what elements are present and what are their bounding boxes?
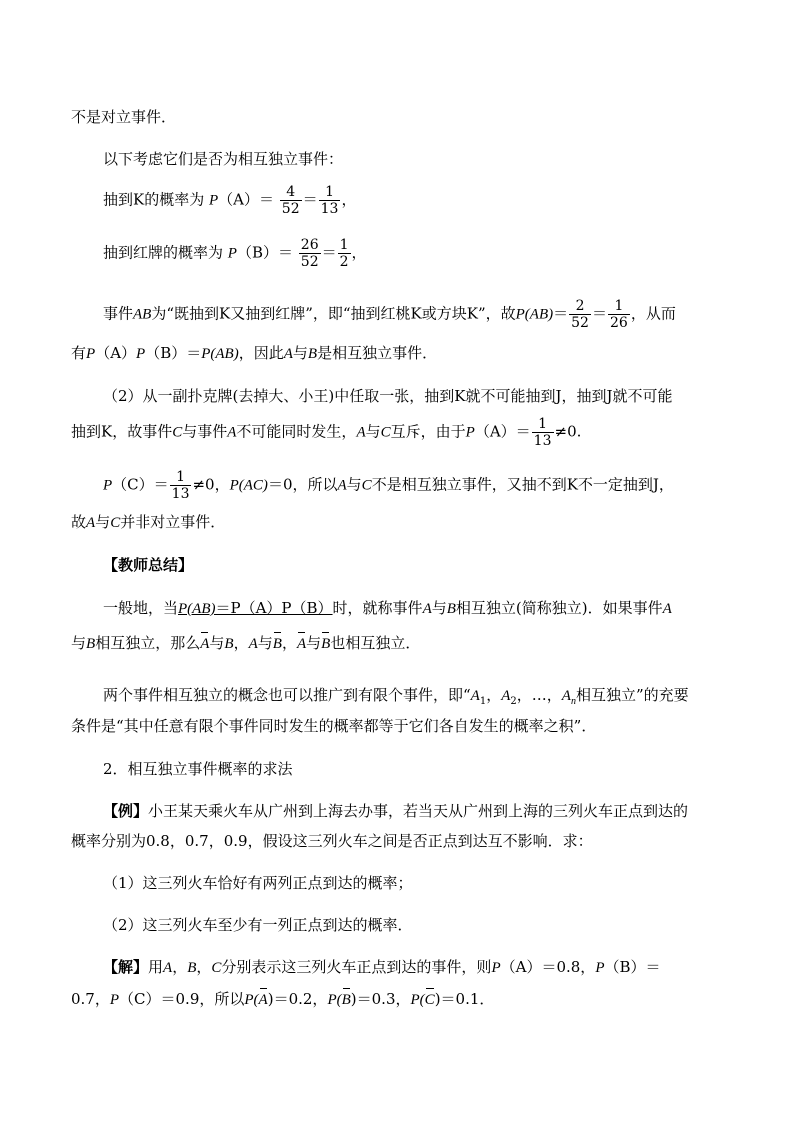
text: （B）＝	[604, 958, 661, 976]
text: 条件是“其中任意有限个事件同时发生的概率都等于它们各自发生的概率之积”．	[71, 717, 597, 735]
text-line	[103, 598, 672, 619]
text: )＝0.3，	[350, 990, 411, 1008]
subscript: 2	[510, 696, 517, 707]
text: 与	[257, 634, 273, 652]
text-line	[71, 107, 176, 127]
text-line	[71, 988, 494, 1010]
text: 抽到K的概率为	[103, 190, 205, 209]
text: （B）＝	[236, 243, 293, 262]
text: ，	[281, 634, 297, 652]
text: 互斥，由于	[390, 422, 466, 441]
fraction	[280, 184, 302, 217]
text-line	[103, 873, 413, 893]
math-var: P	[227, 245, 237, 262]
complement-a: A	[297, 632, 306, 654]
text: 故	[71, 513, 87, 531]
formula-line	[71, 416, 581, 449]
complement-a: A	[200, 632, 209, 654]
text: 一般地，当	[103, 599, 179, 617]
text: （A）＝	[474, 422, 531, 441]
math-var: C	[172, 424, 183, 441]
fraction	[338, 237, 351, 270]
text: （A）＝0.8，	[500, 958, 596, 976]
math-var: P	[109, 992, 120, 1008]
math-var: A	[470, 688, 480, 704]
text: ，因此	[238, 344, 284, 362]
text: 相互独立，那么	[95, 634, 201, 652]
math-var: A	[561, 688, 571, 704]
text: （C）＝0.9，所以	[119, 990, 245, 1008]
text: 有	[71, 344, 87, 362]
text-line	[103, 801, 688, 821]
text: ，	[341, 190, 357, 209]
denominator: 13	[533, 433, 552, 449]
complement-b: B	[342, 988, 351, 1010]
text: （1）这三列火车恰好有两列正点到达的概率；	[103, 874, 413, 892]
math-var: A	[356, 424, 366, 441]
math-var: P	[465, 424, 475, 441]
section-heading	[103, 759, 293, 779]
text: 0.7，	[71, 990, 110, 1008]
fraction	[608, 298, 630, 331]
math-var: P(	[410, 992, 425, 1008]
text: 是相互独立事件．	[317, 344, 438, 362]
text: 与事件	[182, 422, 228, 441]
math-var: A	[662, 601, 672, 617]
text-line	[71, 632, 420, 654]
numerator: 2	[575, 298, 585, 314]
math-var: A	[86, 515, 96, 531]
math-var: AB	[133, 306, 152, 323]
text: 以下考虑它们是否为相互独立事件：	[103, 150, 344, 168]
text-line	[103, 957, 661, 978]
math-var: B	[86, 636, 96, 652]
text: 相互独立(简称独立)．如果事件	[455, 599, 663, 617]
math-var: A	[163, 960, 173, 976]
text: 时，就称事件	[332, 599, 423, 617]
formula-line	[103, 237, 367, 270]
numerator: 1	[614, 298, 624, 314]
numerator: 1	[176, 469, 186, 485]
fraction	[532, 416, 554, 449]
text: ＝	[553, 304, 569, 323]
text-line	[71, 831, 593, 851]
underlined-condition	[178, 599, 333, 617]
text-line	[71, 716, 596, 736]
numerator: 26	[300, 237, 319, 253]
text: 与	[95, 513, 111, 531]
math-var: P	[86, 346, 96, 362]
solution-tag: 【解】	[103, 958, 149, 976]
text: 与	[306, 634, 322, 652]
math-var: P	[103, 477, 113, 494]
text: )＝0.2，	[267, 990, 328, 1008]
numerator: 1	[339, 237, 349, 253]
text: （C）＝	[112, 475, 169, 494]
text: 并非对立事件．	[120, 513, 226, 531]
complement-b: B	[273, 632, 282, 654]
formula-line	[103, 469, 674, 502]
numerator: 1	[325, 184, 335, 200]
math-var: P(	[244, 992, 259, 1008]
text: ＝	[321, 243, 337, 262]
text: 不可能同时发生，	[236, 422, 357, 441]
text: 与	[431, 599, 447, 617]
text: 小王某天乘火车从广州到上海去办事，若当天从广州到上海的三列火车正点到达的	[148, 802, 689, 820]
math-var: P(AB)	[178, 601, 216, 617]
denominator: 26	[609, 315, 628, 331]
math-var: C	[380, 424, 391, 441]
text: ≠0，	[192, 475, 230, 494]
numerator: 1	[538, 416, 548, 432]
text: 2．相互独立事件概率的求法	[103, 760, 293, 778]
text: ≠0.	[554, 422, 582, 441]
text: （A）＝	[218, 190, 275, 209]
math-var: C	[361, 477, 372, 494]
text: ，	[172, 958, 188, 976]
subscript: n	[570, 696, 576, 707]
fraction	[569, 298, 591, 331]
text-line	[71, 343, 437, 364]
section-heading	[103, 555, 193, 575]
text: 相互独立”的充要	[575, 686, 689, 704]
formula-line	[103, 298, 676, 331]
math-var: B	[307, 346, 318, 362]
subscript: 1	[479, 696, 487, 707]
text: ＝	[591, 304, 607, 323]
math-var: P(	[327, 992, 342, 1008]
text: 不是相互独立事件，又抽不到K不一定抽到J，	[371, 475, 674, 494]
example-tag: 【例】	[103, 802, 149, 820]
complement-a: A	[259, 988, 268, 1010]
math-var: P	[595, 960, 605, 976]
math-var: B	[446, 601, 456, 617]
text: 抽到红牌的概率为	[103, 243, 224, 262]
fraction	[299, 237, 321, 270]
text: 概率分别为0.8，0.7，0.9，假设这三列火车之间是否正点到达互不影响．求：	[71, 832, 593, 850]
math-var: P(AB)	[201, 346, 239, 362]
text: 也相互独立．	[330, 634, 421, 652]
text: ，	[486, 686, 502, 704]
text: 用	[148, 958, 164, 976]
numerator: 4	[286, 184, 296, 200]
text: ＝0，所以	[267, 475, 338, 494]
text-line	[103, 386, 672, 406]
math-var: P(AC)	[229, 477, 268, 494]
math-var: P	[491, 960, 501, 976]
math-var: A	[501, 688, 511, 704]
complement-b: B	[321, 632, 330, 654]
text-line	[71, 512, 225, 533]
complement-c: C	[425, 988, 435, 1010]
denominator: 52	[281, 201, 300, 217]
math-var: P(AB)	[515, 306, 554, 323]
text: （B）＝	[145, 344, 202, 362]
text: 【教师总结】	[103, 556, 194, 574]
text-line	[103, 685, 689, 712]
text: （2）从一副扑克牌(去掉大、小王)中任取一张，抽到K就不可能抽到J，抽到J就不可能	[103, 387, 673, 405]
denominator: 52	[571, 315, 589, 331]
formula-line	[103, 184, 356, 217]
text: ，…，	[516, 686, 562, 704]
text: ，	[351, 243, 367, 262]
math-var: A	[283, 346, 293, 362]
denominator: 2	[339, 254, 349, 270]
text: 事件	[103, 304, 134, 323]
fraction	[170, 469, 192, 502]
text: ，	[196, 958, 212, 976]
text: ＝	[302, 190, 318, 209]
text-line	[103, 149, 343, 169]
text: 分别表示这三列火车正点到达的事件，则	[221, 958, 492, 976]
text: 不是对立事件．	[71, 108, 177, 126]
math-var: C	[211, 960, 222, 976]
text: 与	[365, 422, 381, 441]
math-var: P	[136, 346, 146, 362]
math-var: B	[224, 636, 234, 652]
math-var: C	[110, 515, 121, 531]
text: （2）这三列火车至少有一列正点到达的概率．	[103, 916, 413, 934]
math-var: B	[187, 960, 197, 976]
text: 与	[71, 634, 87, 652]
math-var: A	[227, 424, 237, 441]
text-line	[103, 915, 413, 935]
text: 与	[292, 344, 308, 362]
text: （A）	[95, 344, 137, 362]
text: 与	[209, 634, 225, 652]
math-var: P	[209, 192, 219, 209]
denominator: 13	[171, 486, 190, 502]
text: 抽到K，故事件	[71, 422, 173, 441]
math-var: A	[422, 601, 432, 617]
text: ，	[233, 634, 249, 652]
math-var: A	[248, 636, 258, 652]
text: 与	[346, 475, 362, 494]
text: )＝0.1．	[434, 990, 495, 1008]
text: ，从而	[630, 304, 676, 323]
fraction	[319, 184, 341, 217]
denominator: 13	[320, 201, 339, 217]
text: ＝P（A）P（B）	[215, 599, 333, 617]
text: 两个事件相互独立的概念也可以推广到有限个事件，即“	[103, 686, 471, 704]
denominator: 52	[300, 254, 319, 270]
math-var: A	[337, 477, 347, 494]
text: 为“既抽到K又抽到红牌”，即“抽到红桃K或方块K”，故	[151, 304, 516, 323]
